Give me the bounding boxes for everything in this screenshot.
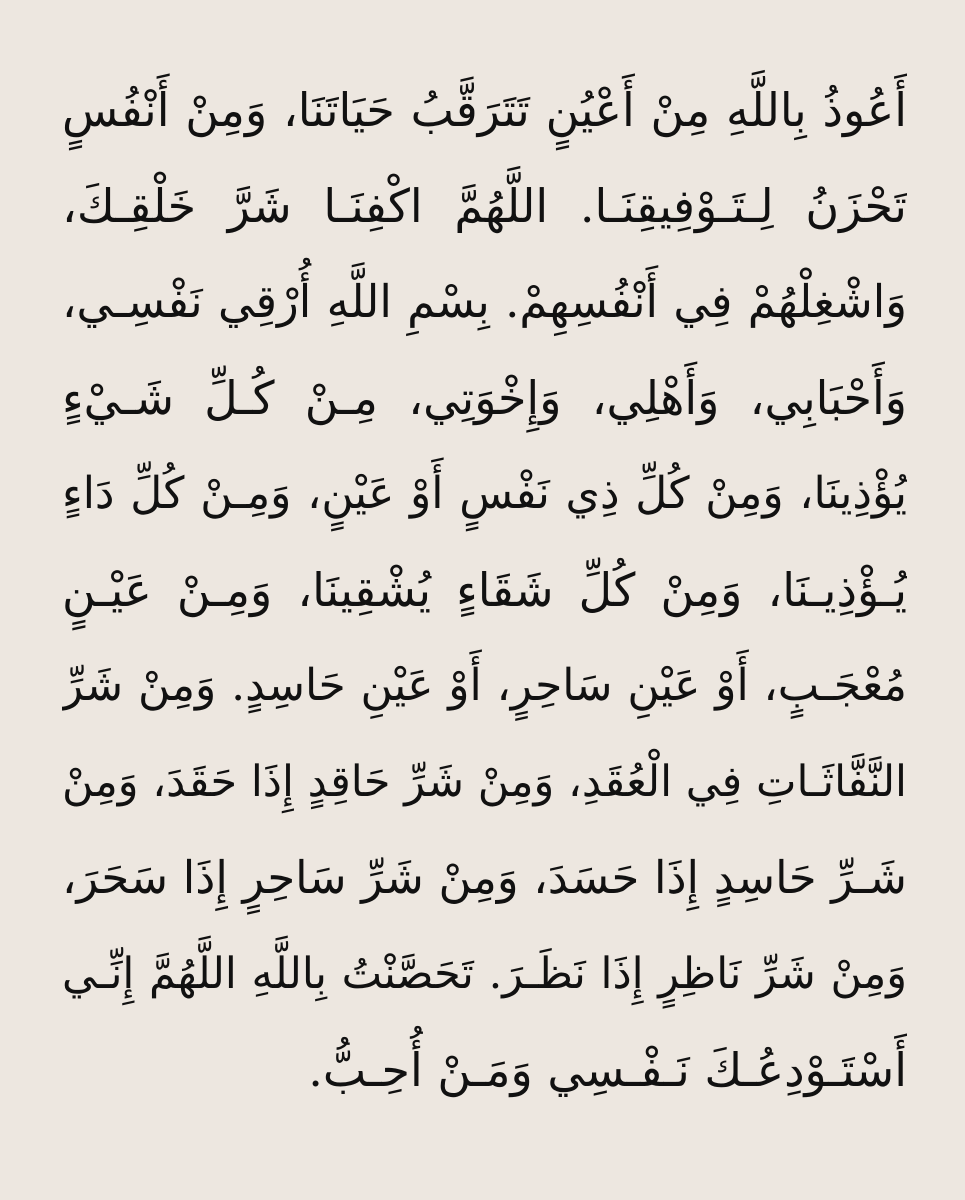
text-line: وَاشْغِلْهُمْ فِي أَنْفُسِهِمْ. بِسْمِ اللَّهِ أُرْقِي نَفْسِـي، <box>62 275 907 328</box>
text-line: تَحْزَنُ لِـتَـوْفِيقِنَـا. اللَّهُمَّ اكْفِنَـا شَرَّ خَلْقِـكَ، <box>62 179 907 233</box>
text-line: يُؤْذِينَا، وَمِنْ كُلِّ ذِي نَفْسٍ أَوْ عَيْنٍ، وَمِـنْ كُلِّ دَاءٍ <box>62 468 907 519</box>
text-line: النَّفَّاثَـاتِ فِي الْعُقَدِ، وَمِنْ شَرِّ حَاقِدٍ إِذَا حَقَدَ، وَمِنْ <box>62 757 907 807</box>
dua-text-block <box>62 62 907 1118</box>
text-line: وَأَحْبَابِي، وَأَهْلِي، وَإِخْوَتِي، مِـنْ كُـلِّ شَـيْءٍ <box>62 371 907 425</box>
text-line: يُـؤْذِيـنَا، وَمِنْ كُلِّ شَقَاءٍ يُشْقِينَا، وَمِـنْ عَيْـنٍ <box>62 563 907 617</box>
text-line: وَمِنْ شَرِّ نَاظِرٍ إِذَا نَظَـرَ. تَحَصَّنْتُ بِاللَّهِ اللَّهُمَّ إِنِّـي <box>62 949 907 999</box>
text-line: مُعْجَـبٍ، أَوْ عَيْنِ سَاحِرٍ، أَوْ عَيْنِ حَاسِدٍ. وَمِنْ شَرِّ <box>62 660 907 711</box>
text-line: شَـرِّ حَاسِدٍ إِذَا حَسَدَ، وَمِنْ شَرِّ سَاحِرٍ إِذَا سَحَرَ، <box>62 851 907 904</box>
text-line-last: أَسْتَـوْدِعُـكَ نَـفْـسِي وَمَـنْ أُحِـبُّ. <box>308 1043 907 1097</box>
text-line: أَعُوذُ بِاللَّهِ مِنْ أَعْيُنٍ تَتَرَقَّبُ حَيَاتَنَا، وَمِنْ أَنْفُسٍ <box>62 83 907 137</box>
